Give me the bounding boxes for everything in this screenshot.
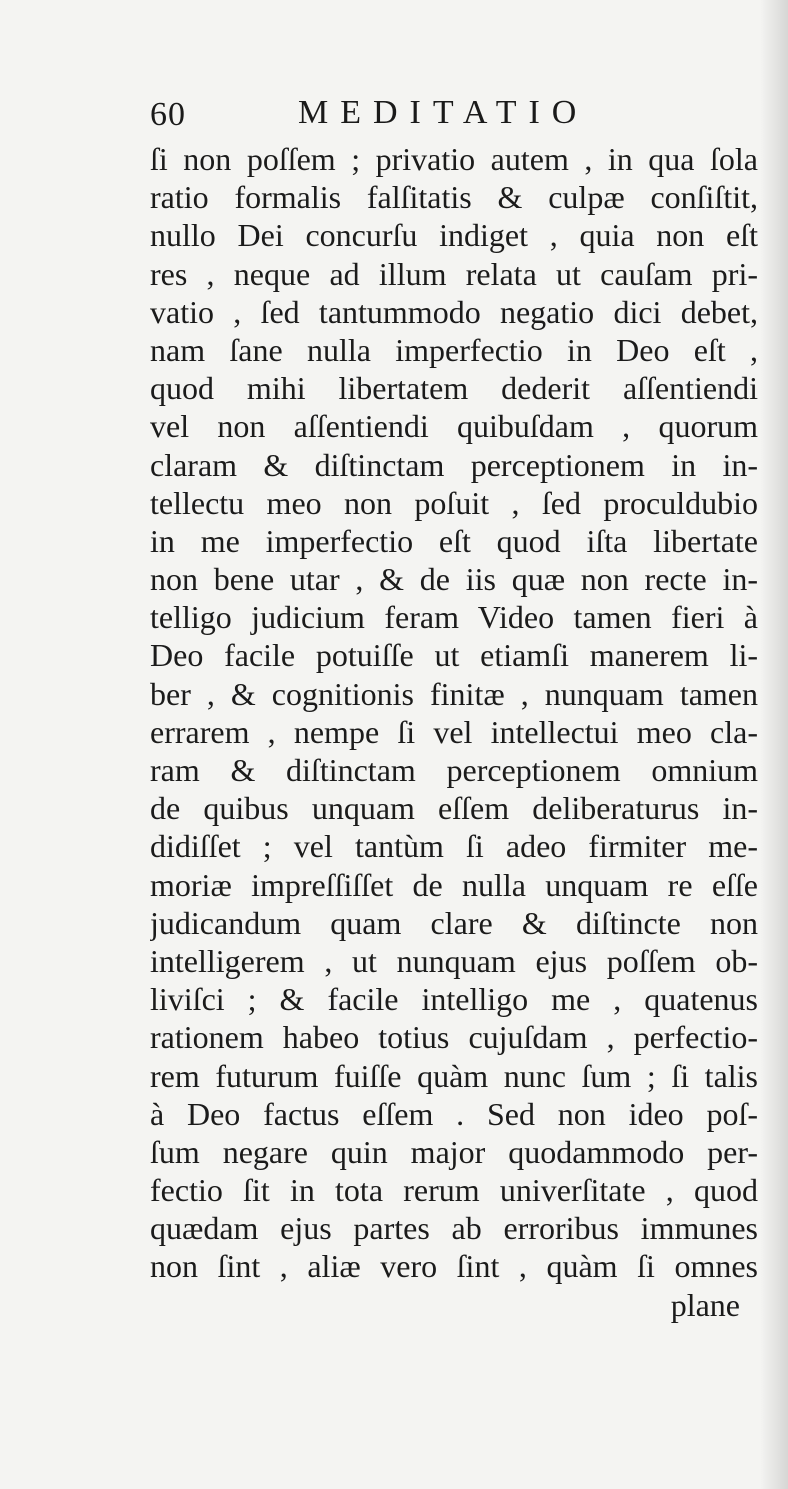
text-line: rationem habeo totius cujuſdam , perfectio- xyxy=(150,1019,758,1056)
text-line: non bene utar , & de iis quæ non recte in- xyxy=(150,561,758,598)
text-line: quædam ejus partes ab erroribus immunes xyxy=(150,1210,758,1247)
text-line: claram & diſtinctam perceptionem in in- xyxy=(150,446,758,483)
text-line: errarem , nempe ſi vel intellectui meo cla- xyxy=(150,713,758,750)
text-line: telligo judicium feram Video tamen fieri à xyxy=(150,599,758,636)
text-line: ram & diſtinctam perceptionem omnium xyxy=(150,752,758,788)
page-number: 60 xyxy=(150,96,186,133)
text-line: ſi non poſſem ; privatio autem , in qua ſola xyxy=(150,141,758,177)
page-header xyxy=(150,90,650,140)
text-line: ſum negare quin major quodammodo per- xyxy=(150,1133,758,1170)
text-line: à Deo factus eſſem . Sed non ideo poſ- xyxy=(150,1095,758,1132)
catchword: plane xyxy=(670,1286,740,1323)
text-line: quod mihi libertatem dederit aſſentiendi xyxy=(150,370,758,407)
running-title: MEDITATIO xyxy=(298,94,589,131)
text-line: rem futurum fuiſſe quàm nunc ſum ; ſi talis xyxy=(150,1057,758,1094)
text-line: in me imperfectio eſt quod iſta libertate xyxy=(150,522,758,559)
text-line: moriæ impreſſiſſet de nulla unquam re eſſe xyxy=(150,866,758,903)
text-line: Deo facile potuiſſe ut etiamſi manerem li- xyxy=(150,637,758,674)
page-gutter-shadow xyxy=(760,0,788,1489)
text-line: ratio formalis falſitatis & culpæ conſiſtit, xyxy=(150,179,758,216)
text-line: intelligerem , ut nunquam ejus poſſem ob- xyxy=(150,942,758,979)
text-line: de quibus unquam eſſem deliberaturus in- xyxy=(150,790,758,827)
text-line: fectio ſit in tota rerum univerſitate , quod xyxy=(150,1172,758,1209)
text-line: ber , & cognitionis finitæ , nunquam tamen xyxy=(150,675,758,712)
text-line: non ſint , aliæ vero ſint , quàm ſi omnes xyxy=(150,1248,758,1285)
text-line: didiſſet ; vel tantùm ſi adeo firmiter me- xyxy=(150,828,758,865)
text-line: tellectu meo non poſuit , ſed proculdubio xyxy=(150,484,758,521)
text-line: vatio , ſed tantummodo negatio dici debet, xyxy=(150,293,758,330)
text-line: liviſci ; & facile intelligo me , quatenus xyxy=(150,981,758,1018)
text-line: nam ſane nulla imperfectio in Deo eſt , xyxy=(150,331,758,368)
text-line: nullo Dei concurſu indiget , quia non eſt xyxy=(150,217,758,254)
body-text xyxy=(150,140,758,1324)
text-line: judicandum quam clare & diſtincte non xyxy=(150,904,758,941)
text-line: vel non aſſentiendi quibuſdam , quorum xyxy=(150,408,758,445)
text-line: res , neque ad illum relata ut cauſam pri- xyxy=(150,255,758,292)
